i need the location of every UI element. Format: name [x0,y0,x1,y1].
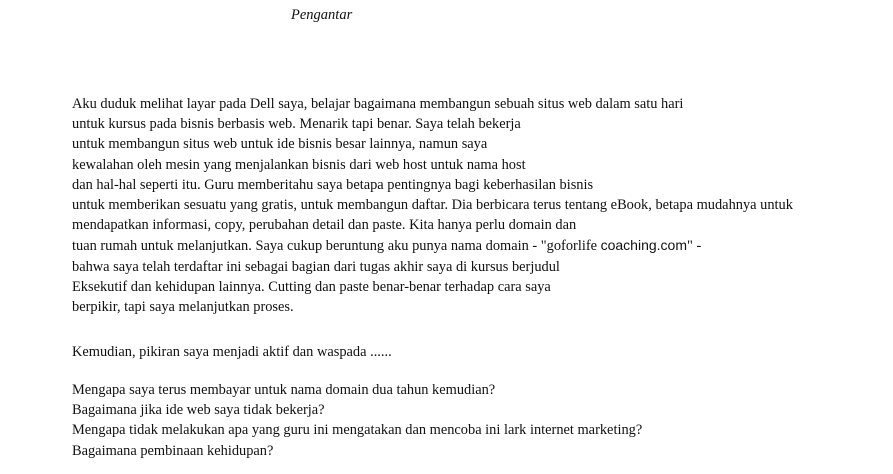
paragraph-intro [72,94,793,317]
text-line: untuk membangun situs web untuk ide bisnis besar lainnya, namun saya [72,136,488,153]
text-line: kewalahan oleh mesin yang menjalankan bisnis dari web host untuk nama host [72,156,526,173]
text-line-domain [72,235,793,256]
text-line: berpikir, tapi saya melanjutkan proses. [72,299,294,316]
text-segment: " - [687,238,702,255]
question-line: Mengapa tidak melakukan apa yang guru ini mengatakan dan mencoba ini lark internet marketing? [72,422,643,439]
text-line: bahwa saya telah terdaftar ini sebagai bagian dari tugas akhir saya di kursus berjudul [72,258,560,275]
text-line: dan hal-hal seperti itu. Guru memberitahu saya betapa pentingnya bagi keberhasilan bisnis [72,176,594,193]
text-line: mendapatkan informasi, copy, perubahan detail dan paste. Kita hanya perlu domain dan [72,217,577,234]
text-line: untuk kursus pada bisnis berbasis web. Menarik tapi benar. Saya telah bekerja [72,116,521,133]
document-title: Pengantar [291,7,353,23]
question-line: Bagaimana jika ide web saya tidak bekerja? [72,402,325,419]
question-line: Bagaimana pembinaan kehidupan? [72,442,274,459]
paragraph-transition [72,342,392,362]
text-line: Kemudian, pikiran saya menjadi aktif dan waspada ...... [72,344,392,360]
text-line: Eksekutif dan kehidupan lainnya. Cutting dan paste benar-benar terhadap cara saya [72,278,551,295]
text-line: untuk memberikan sesuatu yang gratis, untuk membangun daftar. Dia berbicara terus tentang eBook, betapa mudahnya untuk [72,197,793,214]
text-segment: tuan rumah untuk melanjutkan. Saya cukup beruntung aku punya nama domain - "goforlife [72,238,601,255]
domain-name-text: coaching.com [600,237,687,254]
question-line: Mengapa saya terus membayar untuk nama domain dua tahun kemudian? [72,382,496,398]
text-line: Aku duduk melihat layar pada Dell saya, belajar bagaimana membangun sebuah situs web dalam satu hari [72,96,684,112]
paragraph-questions [72,380,642,461]
